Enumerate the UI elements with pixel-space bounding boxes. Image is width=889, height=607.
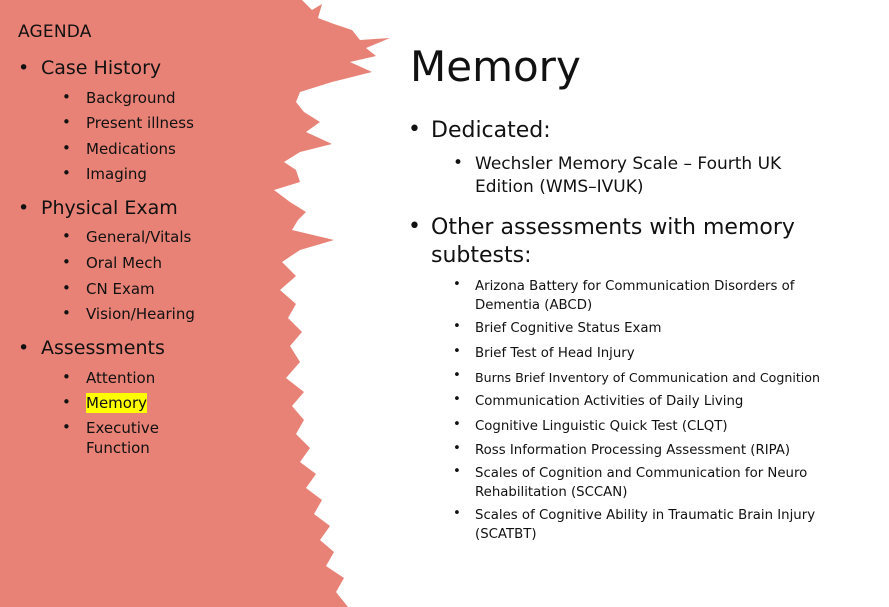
bullet-icon: • <box>453 153 464 173</box>
bullet-icon: • <box>62 253 71 271</box>
bullet-icon: • <box>62 139 71 157</box>
bullet-icon: • <box>453 417 461 432</box>
bullet-icon: • <box>453 464 461 479</box>
slide-title: Memory <box>410 42 581 91</box>
bullet-icon: • <box>62 279 71 297</box>
bullet-icon: • <box>62 164 71 182</box>
bullet-icon: • <box>62 304 71 322</box>
bullet-icon: • <box>62 393 71 411</box>
bullet-icon: • <box>453 506 461 521</box>
bullet-icon: • <box>62 88 71 106</box>
highlighted-item: Memory <box>86 394 148 412</box>
bullet-icon: • <box>62 227 71 245</box>
bullet-icon: • <box>408 214 421 239</box>
bullet-icon: • <box>453 344 461 359</box>
bullet-icon: • <box>453 319 461 334</box>
bullet-icon: • <box>408 117 421 142</box>
agenda-title: AGENDA <box>18 22 92 42</box>
agenda-panel: AGENDA • Case History • Background • Present illness • Medications • Imaging • Physical Exam • General/Vitals • Oral Mech • CN Exam • Vision/Hearing • Assessments • Attention • Memory • Executive Function <box>18 22 195 457</box>
bullet-icon: • <box>453 392 461 407</box>
bullet-icon: • <box>18 197 30 219</box>
bullet-icon: • <box>453 368 461 383</box>
bullet-icon: • <box>62 418 71 436</box>
bullet-icon: • <box>18 337 30 359</box>
bullet-icon: • <box>18 57 30 79</box>
bullet-icon: • <box>453 441 461 456</box>
bullet-icon: • <box>453 277 461 292</box>
bullet-icon: • <box>62 113 71 131</box>
bullet-icon: • <box>62 368 71 386</box>
